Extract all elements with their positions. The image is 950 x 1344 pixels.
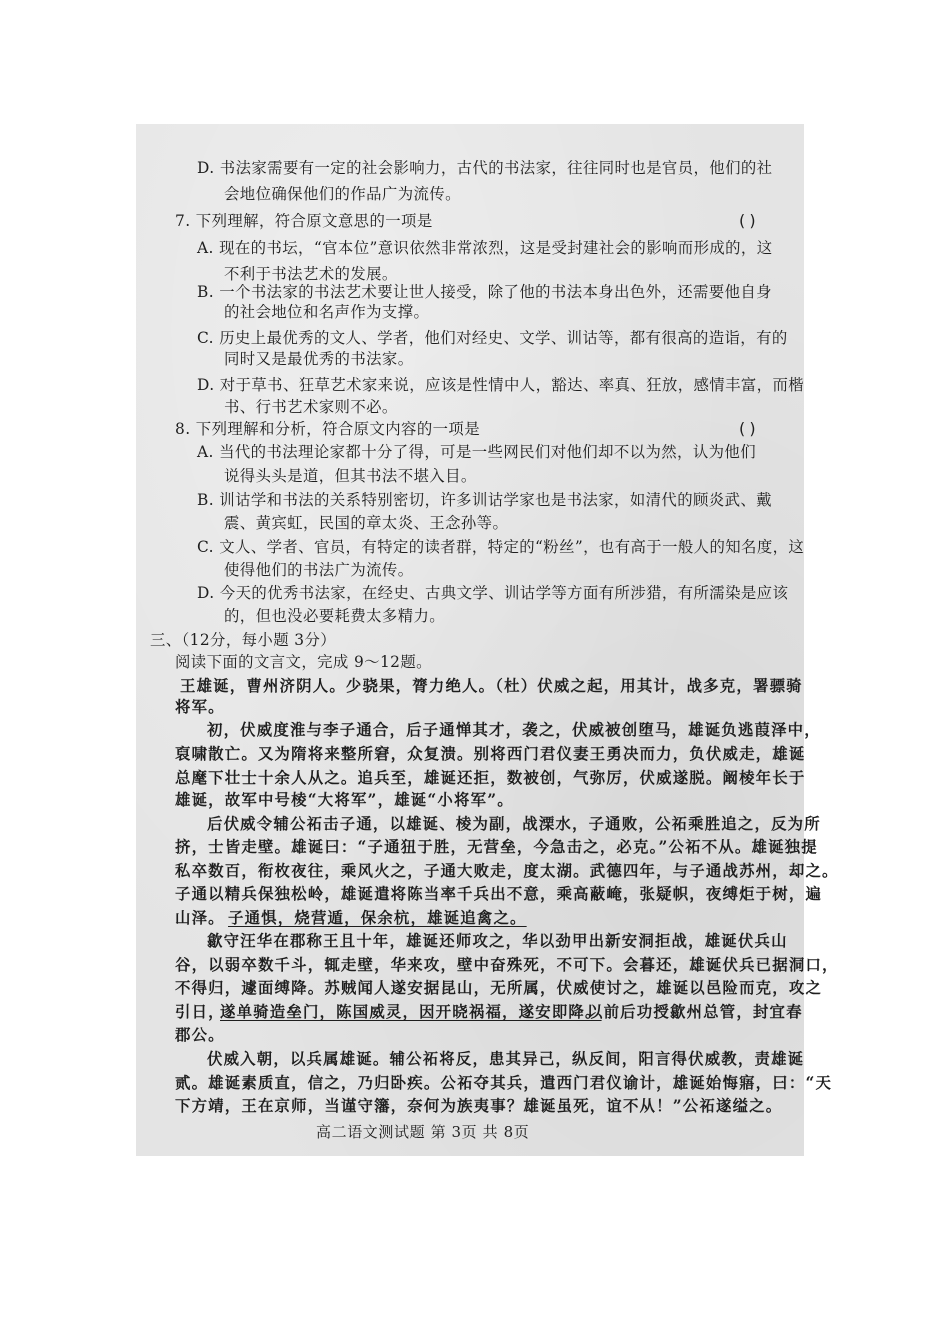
classical-text-line: 山泽。 (175, 909, 225, 927)
classical-text-line: 下方靖，王在京师，当谨守籓，奈何为族夷事？雄诞虽死，谊不从！”公祏遂缢之。 (175, 1097, 783, 1115)
text-line: A. 当代的书法理论家都十分了得，可是一些网民们对他们却不以为然，认为他们 (197, 443, 756, 461)
text-line: B. 训诂学和书法的关系特别密切，许多训诂学家也是书法家，如清代的顾炎武、戴 (197, 491, 772, 509)
classical-text-line: 裒啸散亡。又为隋将来整所窘，众复溃。别将西门君仪妻王勇决而力，负伏威走，雄诞 (175, 745, 806, 763)
answer-bracket: ( ) (739, 211, 756, 230)
text-line: 的，但也没必要耗费太多精力。 (224, 607, 446, 625)
underlined-sentence: 遂单骑造垒门，陈国威灵，因开晓祸福，遂安即降。 (220, 1003, 602, 1021)
answer-bracket: ( ) (739, 419, 756, 438)
classical-text-line: 以前后功授歙州总管，封宜春 (587, 1003, 803, 1021)
classical-text-line: 总麾下壮士十余人从之。追兵至，雄诞还拒，数被创，气弥厉，伏威遂脱。阚棱年长于 (175, 769, 806, 787)
text-line: C. 历史上最优秀的文人、学者，他们对经史、文学、训诂等，都有很高的造诣，有的 (197, 329, 788, 347)
text-line: 震、黄宾虹，民国的章太炎、王念孙等。 (224, 514, 509, 532)
classical-text-line: 后伏威令辅公祏击子通，以雄诞、棱为副，战溧水，子通败，公祏乘胜追之，反为所 (207, 815, 821, 833)
classical-text-line: 雄诞，故军中号棱“大将军”，雄诞“小将军”。 (175, 791, 514, 809)
text-line: 8. 下列理解和分析，符合原文内容的一项是 (175, 420, 481, 438)
classical-text-line: 挤，士皆走壁。雄诞曰：“子通狃于胜，无营垒，今急击之，必克。”公祏不从。雄诞独提 (175, 838, 818, 856)
classical-text-line: 引日， (175, 1003, 225, 1021)
classical-text-line: 子通以精兵保独松岭，雄诞遣将陈当率千兵出不意，乘高蔽崦，张疑帜，夜缚炬于树，遍 (175, 885, 823, 903)
text-line: 三、（12分，每小题 3分） (150, 631, 337, 649)
text-line: D. 书法家需要有一定的社会影响力，古代的书法家，往往同时也是官员，他们的社 (197, 159, 773, 177)
text-line: 使得他们的书法广为流传。 (224, 561, 414, 579)
text-line: 7. 下列理解，符合原文意思的一项是 (175, 212, 433, 230)
classical-text-line: 不得归，遽面缚降。苏贼闻人遂安据昆山，无所属，伏威使讨之，雄诞以邑险而克，攻之 (175, 979, 823, 997)
text-line: A. 现在的书坛，“官本位”意识依然非常浓烈，这是受封建社会的影响而形成的，这 (197, 239, 773, 257)
classical-text-line: 谷，以弱卒数千斗，辄走壁，华来攻，壁中奋殊死，不可下。会暮还，雄诞伏兵已据洞口， (175, 956, 839, 974)
classical-text-line: 将军。 (175, 698, 225, 716)
classical-text-line: 王雄诞，曹州济阴人。少骁果，膂力绝人。（杜）伏威之起，用其计，战多克，署骠骑 (180, 677, 803, 695)
text-line: C. 文人、学者、官员，有特定的读者群，特定的“粉丝”，也有高于一般人的知名度，这 (197, 538, 805, 556)
classical-text-line: 歙守汪华在郡称王且十年，雄诞还师攻之，华以劲甲出新安洞拒战，雄诞伏兵山 (207, 932, 788, 950)
underlined-sentence: 子通惧，烧营遁，保余杭，雄诞追禽之。 (228, 909, 527, 927)
classical-text-line: 私卒数百，衔枚夜往，乘风火之，子通大败走，度太湖。武德四年，与子通战苏州，却之。 (175, 862, 839, 880)
classical-text-line: 郡公。 (175, 1026, 225, 1044)
text-line: 书、行书艺术家则不必。 (224, 398, 398, 416)
text-line: D. 今天的优秀书法家，在经史、古典文学、训诂学等方面有所涉猎，有所濡染是应该 (197, 584, 789, 602)
classical-text-line: 贰。雄诞素质直，信之，乃归卧疾。公祏夺其兵，遣西门君仪谕计，雄诞始悔寤，曰：“天 (175, 1074, 833, 1092)
classical-text-line: 初，伏威度淮与李子通合，后子通惮其才，袭之，伏威被创堕马，雄诞负逃葭泽中， (207, 721, 821, 739)
text-line: 阅读下面的文言文，完成 9～12题。 (175, 653, 432, 671)
text-line: 会地位确保他们的作品广为流传。 (224, 185, 461, 203)
text-line: 说得头头是道，但其书法不堪入目。 (224, 467, 477, 485)
page-footer: 高二语文测试题 第 3页 共 8页 (316, 1123, 530, 1141)
text-line: 的社会地位和名声作为支撑。 (224, 303, 430, 321)
text-line: 不利于书法艺术的发展。 (224, 265, 398, 283)
classical-text-line: 伏威入朝，以兵属雄诞。辅公祏将反，患其异己，纵反间，阳言得伏威教，责雄诞 (207, 1050, 805, 1068)
text-line: 同时又是最优秀的书法家。 (224, 350, 414, 368)
text-line: B. 一个书法家的书法艺术要让世人接受，除了他的书法本身出色外，还需要他自身 (197, 283, 772, 301)
text-line: D. 对于草书、狂草艺术家来说，应该是性情中人，豁达、率真、狂放，感情丰富，而楷 (197, 376, 805, 394)
